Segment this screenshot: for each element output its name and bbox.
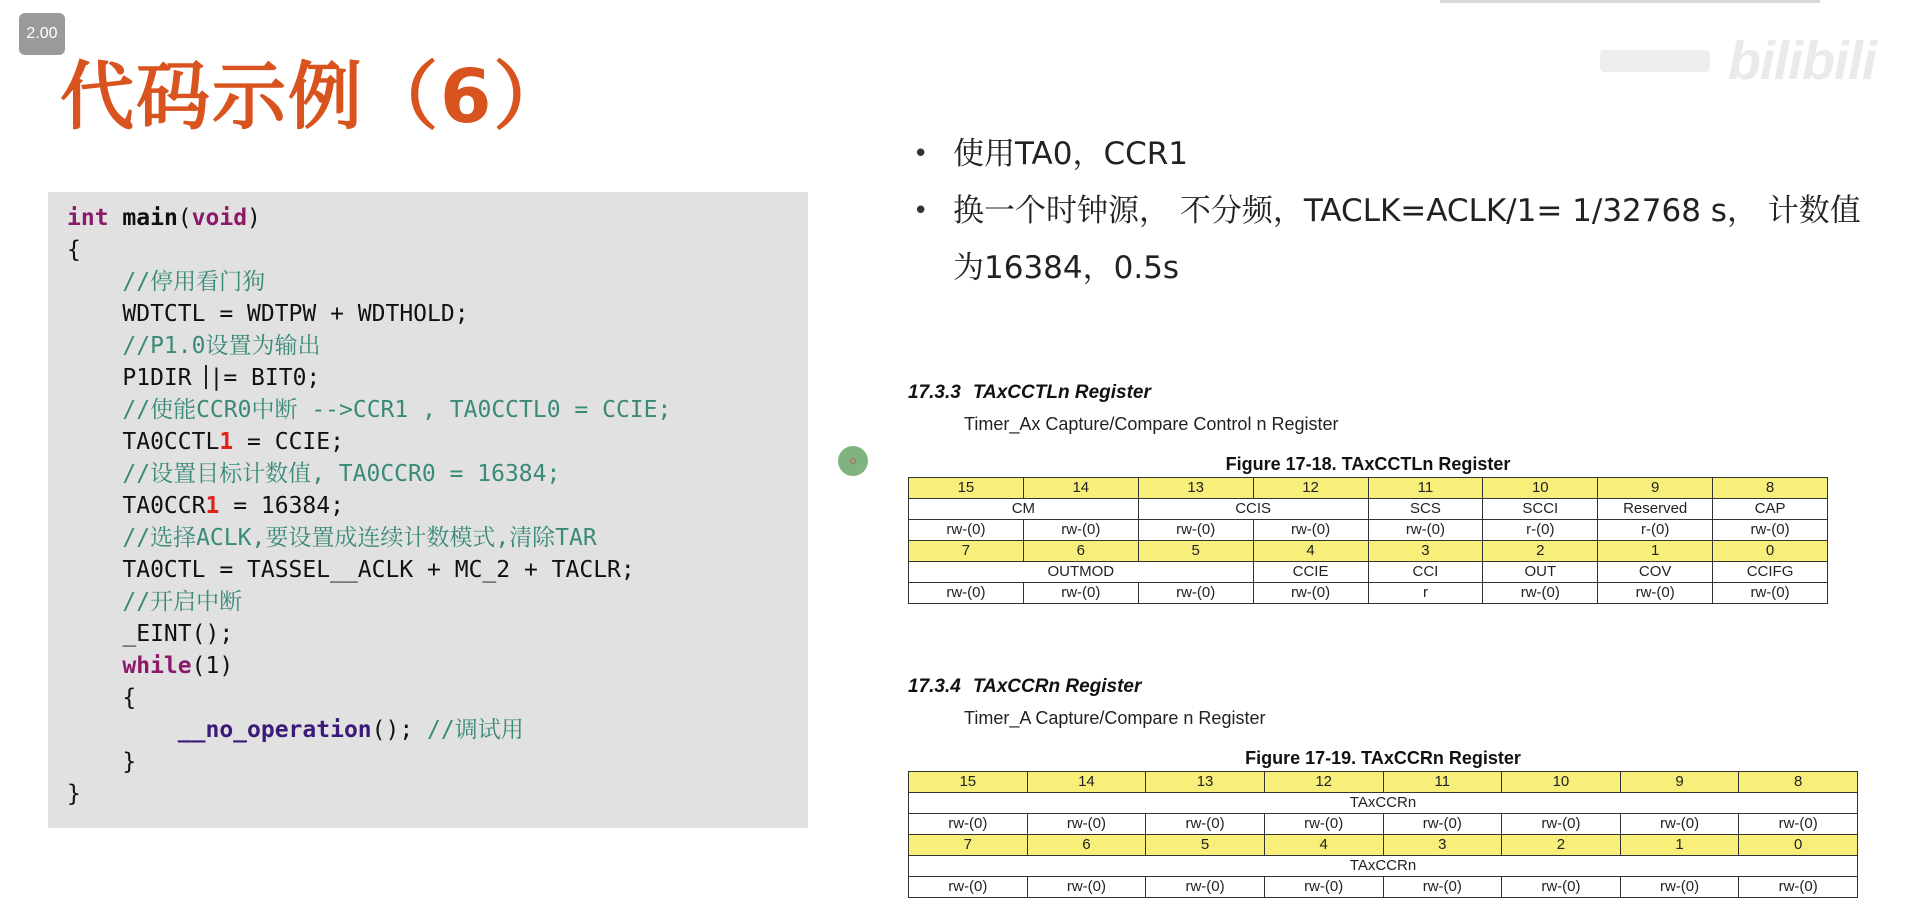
access-type: rw-(0) xyxy=(1023,583,1138,604)
bit-number: 14 xyxy=(1023,478,1138,499)
code-line xyxy=(67,714,808,746)
access-type: rw-(0) xyxy=(1138,520,1253,541)
code-comment: //设置目标计数值, TA0CCR0 = 16384; xyxy=(122,461,561,487)
code-token xyxy=(67,717,178,743)
code-line xyxy=(67,298,808,330)
access-type: rw-(0) xyxy=(1598,583,1713,604)
code-token xyxy=(67,333,122,359)
bit-number: 9 xyxy=(1598,478,1713,499)
code-token: } xyxy=(67,749,137,775)
access-type: rw-(0) xyxy=(1253,520,1368,541)
code-token xyxy=(109,205,123,231)
field-name: TAxCCRn xyxy=(909,793,1858,814)
code-token: TA0CCR xyxy=(67,493,206,519)
register-row-access xyxy=(909,520,1828,541)
code-token: = 16384; xyxy=(219,493,344,519)
section-subtitle-cctl: Timer_Ax Capture/Compare Control n Register xyxy=(964,414,1339,434)
access-type: rw-(0) xyxy=(1713,520,1828,541)
code-keyword: int xyxy=(67,205,109,231)
field-name: TAxCCRn xyxy=(909,856,1858,877)
bit-number: 1 xyxy=(1620,835,1739,856)
register-row-access xyxy=(909,814,1858,835)
register-row-names xyxy=(909,856,1858,877)
access-type: r-(0) xyxy=(1598,520,1713,541)
bit-number: 3 xyxy=(1383,835,1502,856)
access-type: rw-(0) xyxy=(1368,520,1483,541)
code-token: (1) xyxy=(191,653,234,679)
code-token xyxy=(67,269,122,295)
access-type: rw-(0) xyxy=(1138,583,1253,604)
access-type: rw-(0) xyxy=(1383,814,1502,835)
code-token: = CCIE; xyxy=(233,429,344,455)
access-type: rw-(0) xyxy=(1027,814,1146,835)
field-name: SCCI xyxy=(1483,499,1598,520)
watermark-uploader xyxy=(1600,50,1710,72)
code-token: main xyxy=(122,205,178,231)
field-name: SCS xyxy=(1368,499,1483,520)
access-type: rw-(0) xyxy=(1027,877,1146,898)
bit-number: 12 xyxy=(1253,478,1368,499)
code-line xyxy=(67,330,808,362)
code-token: P1DIR xyxy=(67,365,206,391)
text-cursor xyxy=(205,365,207,389)
code-token: |= BIT0; xyxy=(209,365,321,391)
access-type: rw-(0) xyxy=(1483,583,1598,604)
register-row-bits xyxy=(909,772,1858,793)
code-token: } xyxy=(67,781,81,807)
code-keyword: while xyxy=(122,653,192,679)
bullet-item: • 使用TA0，CCR1 xyxy=(913,126,1873,183)
bullet-list xyxy=(913,126,1873,297)
access-type: rw-(0) xyxy=(1264,814,1383,835)
bit-number: 2 xyxy=(1502,835,1621,856)
register-row-names xyxy=(909,793,1858,814)
bit-number: 7 xyxy=(909,541,1024,562)
bit-number: 0 xyxy=(1739,835,1858,856)
field-name: OUTMOD xyxy=(909,562,1254,583)
access-type: rw-(0) xyxy=(1620,877,1739,898)
section-number: 17.3.4 xyxy=(908,676,961,697)
access-type: rw-(0) xyxy=(1502,814,1621,835)
register-row-bits xyxy=(909,478,1828,499)
field-name: CAP xyxy=(1713,499,1828,520)
bit-number: 0 xyxy=(1713,541,1828,562)
code-line xyxy=(67,650,808,682)
code-line xyxy=(67,618,808,650)
register-row-access xyxy=(909,877,1858,898)
access-type: rw-(0) xyxy=(1502,877,1621,898)
code-token: _EINT(); xyxy=(67,621,234,647)
bit-number: 13 xyxy=(1138,478,1253,499)
field-name: Reserved xyxy=(1598,499,1713,520)
bit-number: 2 xyxy=(1483,541,1598,562)
bit-number: 10 xyxy=(1483,478,1598,499)
access-type: rw-(0) xyxy=(1383,877,1502,898)
code-comment: //使能CCR0中断 -->CCR1 , TA0CCTL0 = CCIE; xyxy=(122,397,672,423)
figure-caption-cctl: Figure 17-18. TAxCCTLn Register xyxy=(1225,454,1511,474)
code-block xyxy=(48,192,808,828)
access-type: rw-(0) xyxy=(1264,877,1383,898)
code-token: ( xyxy=(177,205,192,231)
code-token: __no_operation xyxy=(177,717,372,743)
access-type: rw-(0) xyxy=(909,877,1028,898)
section-heading-ccr xyxy=(908,676,1141,698)
bit-number: 10 xyxy=(1502,772,1621,793)
section-name: TAxCCRn Register xyxy=(972,676,1142,697)
access-type: rw-(0) xyxy=(1146,814,1265,835)
section-name: TAxCCTLn Register xyxy=(972,382,1151,403)
access-type: rw-(0) xyxy=(1713,583,1828,604)
code-token: 1 xyxy=(205,493,220,519)
register-row-names xyxy=(909,562,1828,583)
register-table-ccr xyxy=(908,771,1858,898)
code-token: TA0CTL = TASSEL__ACLK + MC_2 + TACLR; xyxy=(67,557,635,583)
code-comment: //停用看门狗 xyxy=(122,269,266,295)
field-name: CCIFG xyxy=(1713,562,1828,583)
code-line xyxy=(67,234,808,266)
pointer-cursor-icon xyxy=(838,446,868,476)
code-line xyxy=(67,394,808,426)
code-comment: //调试用 xyxy=(427,717,524,743)
code-token xyxy=(67,653,122,679)
bit-number: 13 xyxy=(1146,772,1265,793)
code-line xyxy=(67,490,808,522)
code-line xyxy=(67,458,808,490)
access-type: r xyxy=(1368,583,1483,604)
bit-number: 5 xyxy=(1146,835,1265,856)
access-type: rw-(0) xyxy=(1739,814,1858,835)
section-subtitle-ccr: Timer_A Capture/Compare n Register xyxy=(964,708,1266,728)
code-token: TA0CCTL xyxy=(67,429,220,455)
bit-number: 4 xyxy=(1264,835,1383,856)
bit-number: 7 xyxy=(909,835,1028,856)
bit-number: 4 xyxy=(1253,541,1368,562)
field-name: CCIS xyxy=(1138,499,1368,520)
bit-number: 9 xyxy=(1620,772,1739,793)
code-token: { xyxy=(67,685,137,711)
register-table-cctl xyxy=(908,477,1828,604)
code-token xyxy=(67,525,122,551)
bilibili-logo: bilibili xyxy=(1728,31,1876,91)
bit-number: 8 xyxy=(1739,772,1858,793)
code-token xyxy=(67,461,122,487)
access-type: r-(0) xyxy=(1483,520,1598,541)
code-line xyxy=(67,202,808,234)
access-type: rw-(0) xyxy=(1620,814,1739,835)
bilibili-watermark xyxy=(1600,30,1876,92)
register-row-names xyxy=(909,499,1828,520)
field-name: CCIE xyxy=(1253,562,1368,583)
bit-number: 1 xyxy=(1598,541,1713,562)
bit-number: 15 xyxy=(909,772,1028,793)
section-heading-cctl xyxy=(908,382,1151,404)
code-line xyxy=(67,266,808,298)
bit-number: 5 xyxy=(1138,541,1253,562)
playback-speed-badge[interactable]: 2.00 xyxy=(19,13,65,55)
code-token: { xyxy=(67,237,81,263)
slide-title: 代码示例（6） xyxy=(60,54,570,140)
bit-number: 11 xyxy=(1368,478,1483,499)
code-token xyxy=(67,397,122,423)
bit-number: 14 xyxy=(1027,772,1146,793)
code-line xyxy=(67,586,808,618)
code-line xyxy=(67,746,808,778)
code-token xyxy=(67,589,122,615)
bit-number: 15 xyxy=(909,478,1024,499)
code-keyword: void xyxy=(191,205,248,231)
bit-number: 8 xyxy=(1713,478,1828,499)
code-line xyxy=(67,522,808,554)
field-name: OUT xyxy=(1483,562,1598,583)
access-type: rw-(0) xyxy=(1253,583,1368,604)
access-type: rw-(0) xyxy=(909,520,1024,541)
register-row-bits xyxy=(909,541,1828,562)
bit-number: 11 xyxy=(1383,772,1502,793)
bit-number: 6 xyxy=(1023,541,1138,562)
bit-number: 6 xyxy=(1027,835,1146,856)
register-row-bits xyxy=(909,835,1858,856)
top-edge-bar xyxy=(1440,0,1820,3)
register-row-access xyxy=(909,583,1828,604)
code-line xyxy=(67,426,808,458)
code-token: WDTCTL = WDTPW + WDTHOLD; xyxy=(67,301,469,327)
code-token: ) xyxy=(247,205,261,231)
code-line xyxy=(67,682,808,714)
bit-number: 3 xyxy=(1368,541,1483,562)
field-name: CCI xyxy=(1368,562,1483,583)
field-name: COV xyxy=(1598,562,1713,583)
section-number: 17.3.3 xyxy=(908,382,961,403)
code-token: 1 xyxy=(219,429,234,455)
code-line xyxy=(67,778,808,810)
code-comment: //开启中断 xyxy=(122,589,243,615)
code-line xyxy=(67,362,808,394)
access-type: rw-(0) xyxy=(1023,520,1138,541)
access-type: rw-(0) xyxy=(909,583,1024,604)
field-name: CM xyxy=(909,499,1139,520)
access-type: rw-(0) xyxy=(1739,877,1858,898)
figure-caption-ccr: Figure 17-19. TAxCCRn Register xyxy=(1245,748,1521,768)
code-token: (); xyxy=(371,717,428,743)
access-type: rw-(0) xyxy=(909,814,1028,835)
access-type: rw-(0) xyxy=(1146,877,1265,898)
bit-number: 12 xyxy=(1264,772,1383,793)
code-comment: //选择ACLK,要设置成连续计数模式,清除TAR xyxy=(122,525,597,551)
code-line xyxy=(67,554,808,586)
code-comment: //P1.0设置为输出 xyxy=(122,333,321,359)
bullet-item: • 换一个时钟源， 不分频，TACLK=ACLK/1= 1/32768 s， 计数值为16384，0.5s xyxy=(913,183,1873,297)
